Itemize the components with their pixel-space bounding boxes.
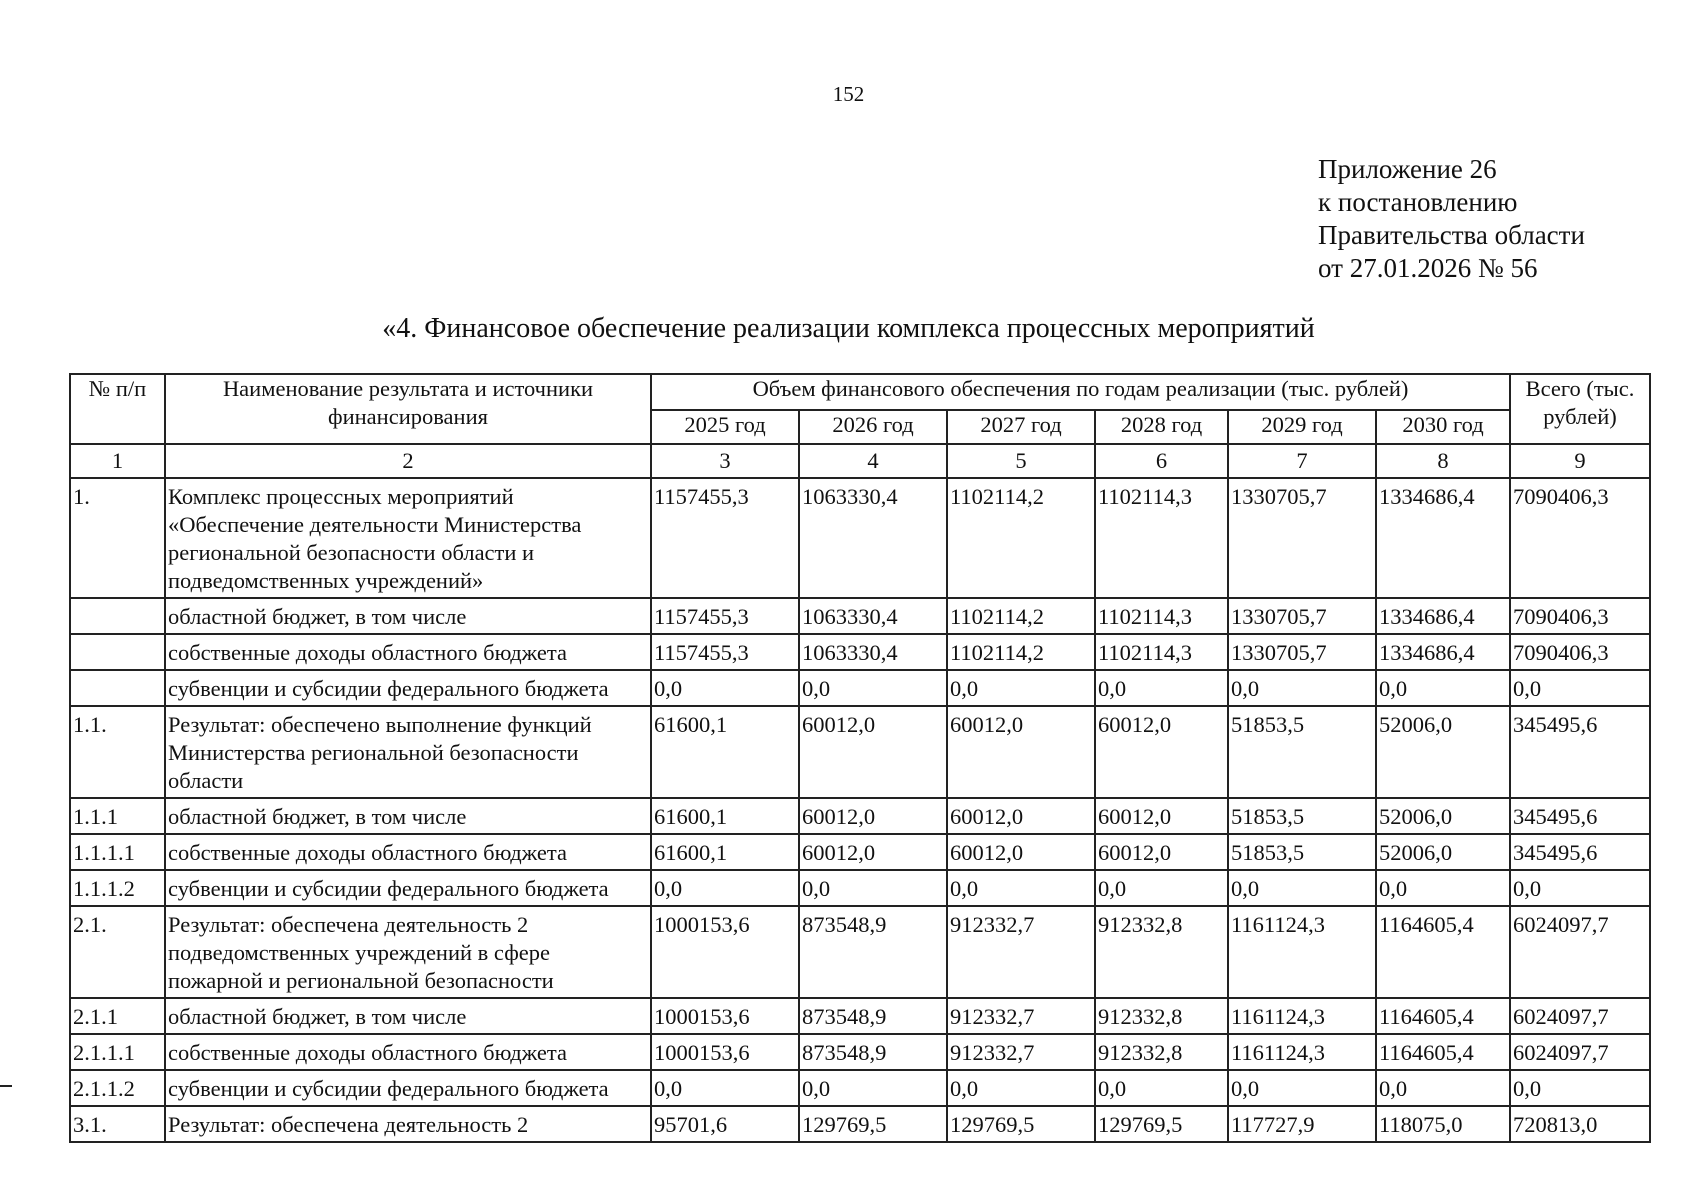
value-cell: 60012,0 — [799, 798, 947, 834]
header-total: Всего (тыс. рублей) — [1510, 374, 1650, 444]
row-number: 1.1.1.1 — [70, 834, 165, 870]
value-cell: 0,0 — [799, 870, 947, 906]
row-name: областной бюджет, в том числе — [165, 598, 651, 634]
page-number: 152 — [832, 82, 865, 106]
margin-mark — [0, 1085, 12, 1087]
value-cell: 1330705,7 — [1228, 634, 1376, 670]
value-cell: 52006,0 — [1376, 834, 1510, 870]
value-cell: 1334686,4 — [1376, 478, 1510, 598]
row-name: собственные доходы областного бюджета — [165, 1034, 651, 1070]
value-cell: 912332,8 — [1095, 1034, 1228, 1070]
value-cell: 60012,0 — [947, 798, 1095, 834]
value-cell: 0,0 — [799, 1070, 947, 1106]
value-cell: 0,0 — [651, 1070, 799, 1106]
value-cell: 912332,7 — [947, 1034, 1095, 1070]
appendix-block — [1318, 153, 1585, 285]
value-cell: 1334686,4 — [1376, 598, 1510, 634]
row-number — [70, 598, 165, 634]
value-cell: 1000153,6 — [651, 998, 799, 1034]
value-cell: 0,0 — [1228, 870, 1376, 906]
row-number — [70, 670, 165, 706]
value-cell: 873548,9 — [799, 1034, 947, 1070]
value-cell: 1161124,3 — [1228, 906, 1376, 998]
value-cell: 912332,8 — [1095, 906, 1228, 998]
value-cell: 129769,5 — [1095, 1106, 1228, 1142]
header-year: 2028 год — [1095, 410, 1228, 444]
column-number: 9 — [1510, 444, 1650, 478]
value-cell: 0,0 — [1376, 670, 1510, 706]
value-cell: 6024097,7 — [1510, 998, 1650, 1034]
value-cell: 0,0 — [1510, 670, 1650, 706]
value-cell: 60012,0 — [799, 706, 947, 798]
row-name: Результат: обеспечена деятельность 2 — [165, 1106, 651, 1142]
row-number: 2.1. — [70, 906, 165, 998]
table-row — [70, 634, 1650, 670]
value-cell: 0,0 — [947, 1070, 1095, 1106]
column-number: 2 — [165, 444, 651, 478]
value-cell: 1102114,2 — [947, 478, 1095, 598]
value-cell: 60012,0 — [1095, 798, 1228, 834]
appendix-line: Приложение 26 — [1318, 154, 1497, 184]
column-number: 7 — [1228, 444, 1376, 478]
column-number: 5 — [947, 444, 1095, 478]
value-cell: 912332,8 — [1095, 998, 1228, 1034]
value-cell: 0,0 — [1228, 670, 1376, 706]
row-name: субвенции и субсидии федерального бюджета — [165, 1070, 651, 1106]
value-cell: 60012,0 — [947, 706, 1095, 798]
table-row — [70, 598, 1650, 634]
appendix-date-line: от 27.01.2026 № 56 — [1318, 253, 1538, 283]
header-year: 2027 год — [947, 410, 1095, 444]
value-cell: 0,0 — [1510, 870, 1650, 906]
value-cell: 912332,7 — [947, 998, 1095, 1034]
value-cell: 873548,9 — [799, 906, 947, 998]
table-row — [70, 1034, 1650, 1070]
value-cell: 51853,5 — [1228, 798, 1376, 834]
value-cell: 873548,9 — [799, 998, 947, 1034]
value-cell: 912332,7 — [947, 906, 1095, 998]
value-cell: 129769,5 — [947, 1106, 1095, 1142]
value-cell: 6024097,7 — [1510, 1034, 1650, 1070]
column-number: 1 — [70, 444, 165, 478]
value-cell: 1164605,4 — [1376, 998, 1510, 1034]
row-number: 2.1.1 — [70, 998, 165, 1034]
value-cell: 0,0 — [799, 670, 947, 706]
value-cell: 95701,6 — [651, 1106, 799, 1142]
value-cell: 0,0 — [651, 870, 799, 906]
value-cell: 720813,0 — [1510, 1106, 1650, 1142]
column-number-row — [70, 444, 1650, 478]
value-cell: 61600,1 — [651, 706, 799, 798]
row-name: Результат: обеспечена деятельность 2 подведомственных учреждений в сфере пожарной и региональной безопасности — [165, 906, 651, 998]
table-body — [70, 444, 1650, 1142]
column-number: 3 — [651, 444, 799, 478]
value-cell: 7090406,3 — [1510, 598, 1650, 634]
header-year: 2029 год — [1228, 410, 1376, 444]
value-cell: 345495,6 — [1510, 798, 1650, 834]
value-cell: 1164605,4 — [1376, 906, 1510, 998]
column-number: 6 — [1095, 444, 1228, 478]
value-cell: 60012,0 — [1095, 706, 1228, 798]
value-cell: 1164605,4 — [1376, 1034, 1510, 1070]
table-row — [70, 906, 1650, 998]
header-name: Наименование результата и источники финансирования — [165, 374, 651, 444]
row-name: Результат: обеспечено выполнение функций Министерства региональной безопасности области — [165, 706, 651, 798]
row-number: 3.1. — [70, 1106, 165, 1142]
row-name: областной бюджет, в том числе — [165, 798, 651, 834]
value-cell: 1102114,3 — [1095, 598, 1228, 634]
value-cell: 52006,0 — [1376, 706, 1510, 798]
financing-table — [69, 373, 1651, 1143]
header-year: 2026 год — [799, 410, 947, 444]
value-cell: 118075,0 — [1376, 1106, 1510, 1142]
value-cell: 1157455,3 — [651, 478, 799, 598]
value-cell: 129769,5 — [799, 1106, 947, 1142]
value-cell: 0,0 — [1095, 670, 1228, 706]
value-cell: 1063330,4 — [799, 478, 947, 598]
value-cell: 0,0 — [947, 670, 1095, 706]
value-cell: 61600,1 — [651, 798, 799, 834]
value-cell: 1330705,7 — [1228, 598, 1376, 634]
row-name: субвенции и субсидии федерального бюджета — [165, 670, 651, 706]
table-row — [70, 478, 1650, 598]
header-volume-group: Объем финансового обеспечения по годам реализации (тыс. рублей) — [651, 374, 1510, 410]
value-cell: 1330705,7 — [1228, 478, 1376, 598]
value-cell: 1102114,2 — [947, 598, 1095, 634]
value-cell: 1063330,4 — [799, 634, 947, 670]
table-row — [70, 870, 1650, 906]
row-number: 2.1.1.2 — [70, 1070, 165, 1106]
row-name: Комплекс процессных мероприятий «Обеспечение деятельности Министерства региональной безопасности области и подведомственных учреждений» — [165, 478, 651, 598]
value-cell: 52006,0 — [1376, 798, 1510, 834]
value-cell: 6024097,7 — [1510, 906, 1650, 998]
value-cell: 1334686,4 — [1376, 634, 1510, 670]
value-cell: 60012,0 — [947, 834, 1095, 870]
appendix-line: к постановлению — [1318, 187, 1518, 217]
row-name: областной бюджет, в том числе — [165, 998, 651, 1034]
value-cell: 0,0 — [651, 670, 799, 706]
row-name: собственные доходы областного бюджета — [165, 834, 651, 870]
value-cell: 345495,6 — [1510, 834, 1650, 870]
value-cell: 0,0 — [1510, 1070, 1650, 1106]
table-row — [70, 1070, 1650, 1106]
header-num: № п/п — [70, 374, 165, 444]
value-cell: 1157455,3 — [651, 598, 799, 634]
header-year: 2030 год — [1376, 410, 1510, 444]
row-number: 1.1.1 — [70, 798, 165, 834]
column-number: 4 — [799, 444, 947, 478]
document-title: «4. Финансовое обеспечение реализации комплекса процессных мероприятий — [382, 313, 1315, 344]
column-number: 8 — [1376, 444, 1510, 478]
value-cell: 0,0 — [1095, 870, 1228, 906]
value-cell: 60012,0 — [799, 834, 947, 870]
value-cell: 7090406,3 — [1510, 634, 1650, 670]
table-row — [70, 834, 1650, 870]
row-name: субвенции и субсидии федерального бюджета — [165, 870, 651, 906]
value-cell: 0,0 — [1376, 1070, 1510, 1106]
row-number: 1. — [70, 478, 165, 598]
value-cell: 0,0 — [1228, 1070, 1376, 1106]
value-cell: 1161124,3 — [1228, 1034, 1376, 1070]
value-cell: 51853,5 — [1228, 834, 1376, 870]
value-cell: 1157455,3 — [651, 634, 799, 670]
value-cell: 0,0 — [947, 870, 1095, 906]
value-cell: 1063330,4 — [799, 598, 947, 634]
value-cell: 117727,9 — [1228, 1106, 1376, 1142]
row-name: собственные доходы областного бюджета — [165, 634, 651, 670]
appendix-line: Правительства области — [1318, 220, 1585, 250]
table-row — [70, 998, 1650, 1034]
row-number — [70, 634, 165, 670]
value-cell: 1161124,3 — [1228, 998, 1376, 1034]
value-cell: 7090406,3 — [1510, 478, 1650, 598]
value-cell: 51853,5 — [1228, 706, 1376, 798]
table-row — [70, 706, 1650, 798]
row-number: 1.1.1.2 — [70, 870, 165, 906]
row-number: 2.1.1.1 — [70, 1034, 165, 1070]
value-cell: 1000153,6 — [651, 1034, 799, 1070]
value-cell: 1102114,2 — [947, 634, 1095, 670]
value-cell: 61600,1 — [651, 834, 799, 870]
value-cell: 1102114,3 — [1095, 478, 1228, 598]
value-cell: 0,0 — [1376, 870, 1510, 906]
row-number: 1.1. — [70, 706, 165, 798]
table-row — [70, 798, 1650, 834]
value-cell: 345495,6 — [1510, 706, 1650, 798]
value-cell: 0,0 — [1095, 1070, 1228, 1106]
value-cell: 1000153,6 — [651, 906, 799, 998]
value-cell: 1102114,3 — [1095, 634, 1228, 670]
table-row — [70, 670, 1650, 706]
value-cell: 60012,0 — [1095, 834, 1228, 870]
table-row — [70, 1106, 1650, 1142]
header-year: 2025 год — [651, 410, 799, 444]
